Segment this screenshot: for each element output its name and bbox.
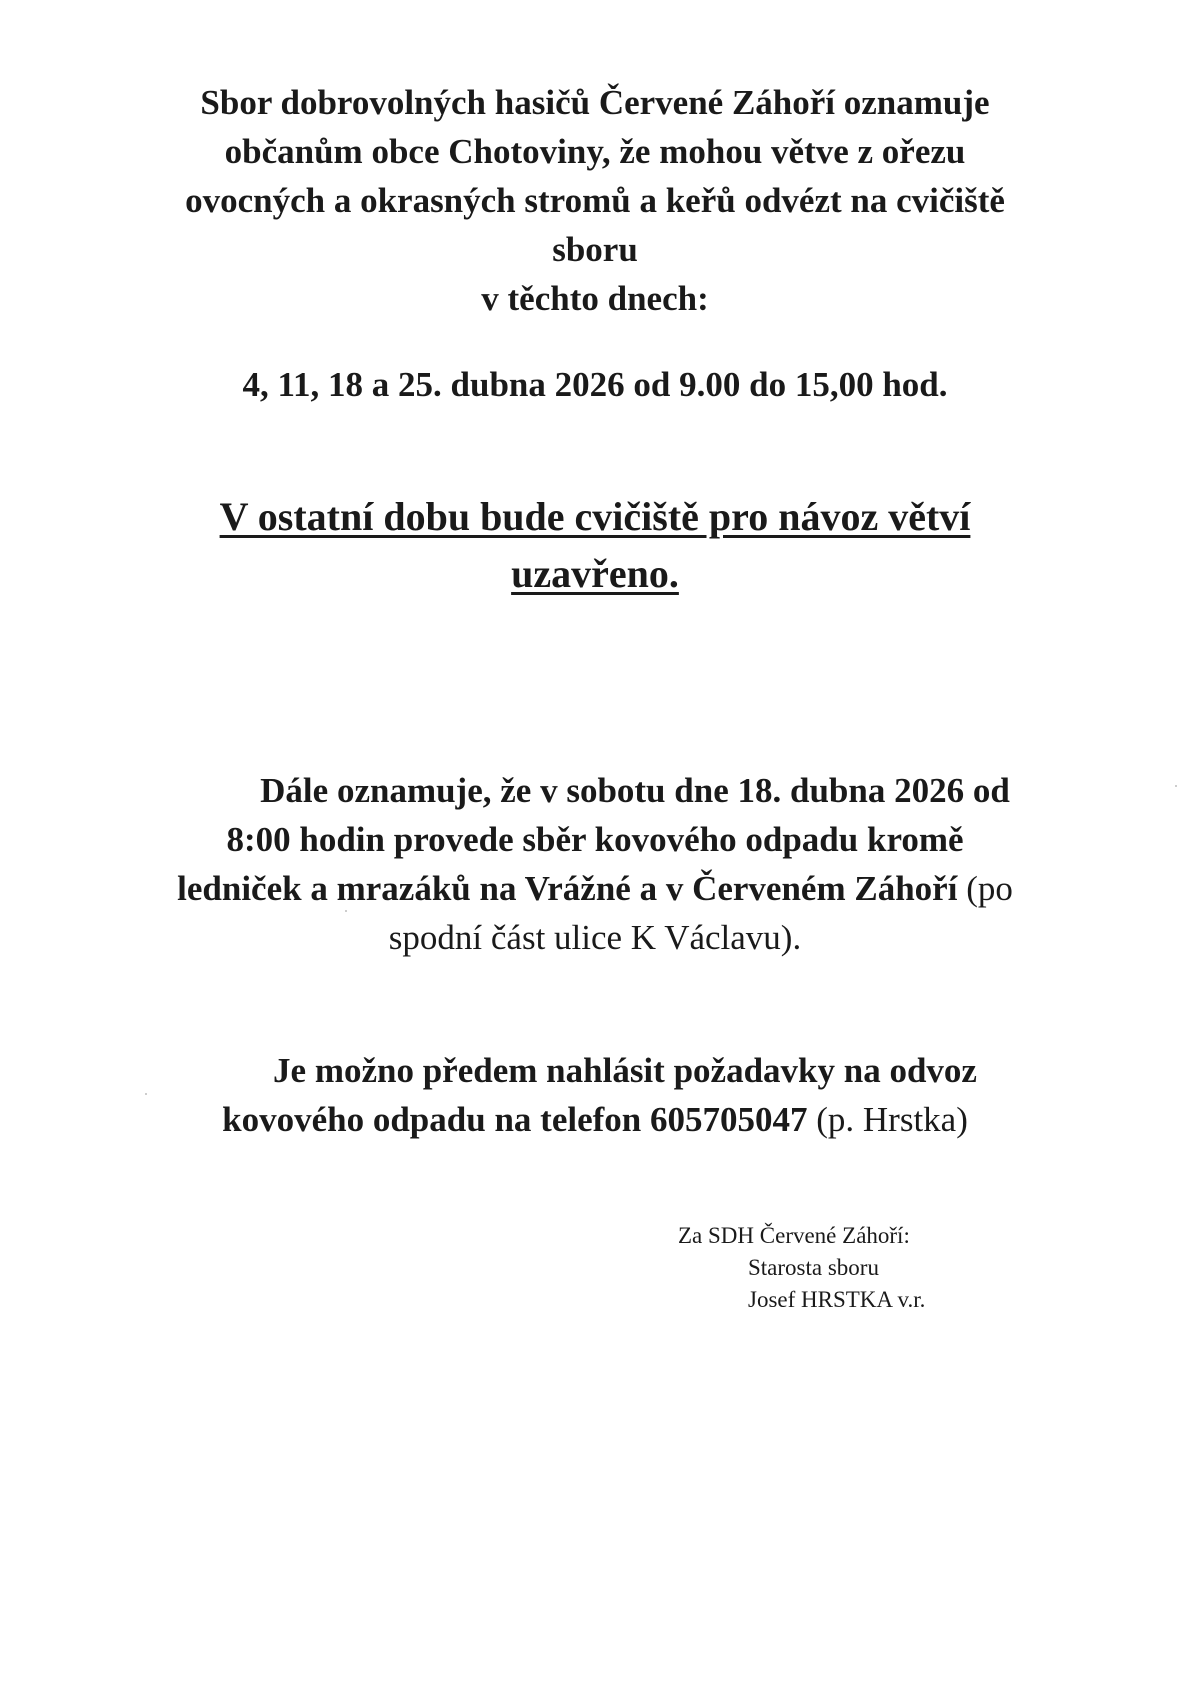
phone-line-2-normal: (p. Hrstka) xyxy=(807,1100,968,1139)
signature-title: Starosta sboru xyxy=(748,1255,879,1280)
metal-line-2: 8:00 hodin provede sběr kovového odpadu kromě xyxy=(226,820,964,859)
signature-org: Za SDH Červené Záhoří: xyxy=(678,1223,910,1248)
closed-notice-line-2: uzavřeno. xyxy=(511,551,679,596)
scan-speck xyxy=(1175,785,1177,787)
metal-line-1: Dále oznamuje, že v sobotu dne 18. dubna 2026 od xyxy=(260,771,1010,810)
metal-collection-paragraph xyxy=(0,766,1190,962)
intro-line-4: sboru xyxy=(552,230,638,269)
phone-line-1: Je možno předem nahlásit požadavky na odvoz xyxy=(273,1051,977,1090)
phone-line-2 xyxy=(0,1095,1190,1144)
metal-line-3 xyxy=(0,864,1190,913)
metal-line-4: spodní část ulice K Václavu). xyxy=(388,918,802,957)
metal-line-3-normal: (po xyxy=(957,869,1013,908)
intro-line-1: Sbor dobrovolných hasičů Červené Záhoří oznamuje xyxy=(200,83,990,122)
closed-notice xyxy=(0,488,1190,602)
intro-line-3: ovocných a okrasných stromů a keřů odvézt na cvičiště xyxy=(185,181,1005,220)
collection-dates: 4, 11, 18 a 25. dubna 2026 od 9.00 do 15,00 hod. xyxy=(242,365,948,404)
phone-notice-paragraph xyxy=(0,1046,1190,1144)
intro-paragraph xyxy=(0,78,1190,323)
phone-line-2-bold: kovového odpadu na telefon 605705047 xyxy=(222,1100,808,1139)
scan-speck xyxy=(345,910,347,912)
metal-line-3-bold: ledniček a mrazáků na Vrážné a v Červeném Záhoří xyxy=(177,869,958,908)
signature-name: Josef HRSTKA v.r. xyxy=(748,1287,926,1312)
closed-notice-line-1: V ostatní dobu bude cvičiště pro návoz větví xyxy=(219,494,971,539)
scan-speck xyxy=(145,1093,147,1095)
intro-line-2: občanům obce Chotoviny, že mohou větve z ořezu xyxy=(224,132,966,171)
signature-block xyxy=(678,1220,925,1316)
intro-line-5: v těchto dnech: xyxy=(481,279,709,318)
